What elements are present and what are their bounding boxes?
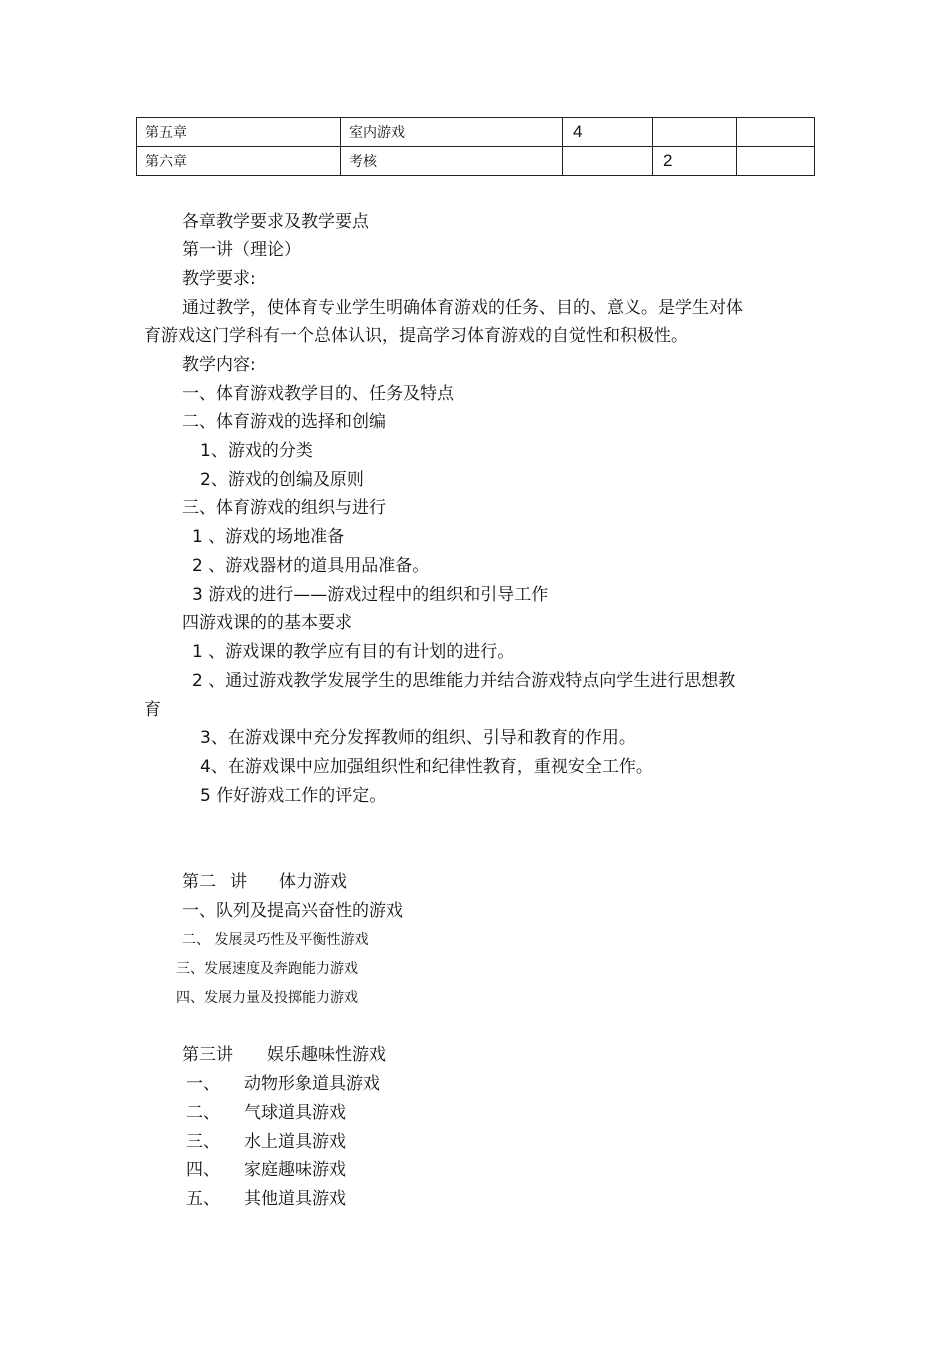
- lecture2-title-part: 讲: [230, 872, 247, 892]
- list-item: 1、游戏的分类: [200, 441, 313, 461]
- list-item: 3、在游戏课中充分发挥教师的组织、引导和教育的作用。: [200, 728, 636, 748]
- lecture3-title: [182, 1047, 386, 1064]
- requirements-text: 通过教学，使体育专业学生明确体育游戏的任务、目的、意义。是学生对体: [182, 298, 743, 318]
- chapter-cell: 第六章: [137, 147, 341, 176]
- list-item: [186, 1076, 380, 1093]
- topic-cell: 室内游戏: [341, 118, 563, 147]
- list-item: 2 、通过游戏教学发展学生的思维能力并结合游戏特点向学生进行思想教: [192, 671, 736, 691]
- requirements-text: 育游戏这门学科有一个总体认识，提高学习体育游戏的自觉性和积极性。: [144, 326, 688, 346]
- item-text: 其他道具游戏: [244, 1189, 346, 1209]
- list-item: 4、在游戏课中应加强组织性和纪律性教育，重视安全工作。: [200, 757, 653, 777]
- list-item: 三、发展速度及奔跑能力游戏: [176, 961, 358, 977]
- item-text: 动物形象道具游戏: [244, 1074, 380, 1094]
- list-item: 1 、游戏的场地准备: [192, 527, 345, 547]
- table-row: [137, 118, 815, 147]
- hours-cell: 2: [653, 147, 737, 176]
- list-item: 四游戏课的的基本要求: [182, 613, 352, 633]
- item-number: 一、: [186, 1074, 220, 1094]
- list-item: [186, 1162, 346, 1179]
- hours-table: [136, 117, 815, 176]
- lecture3-title-part: 第三讲: [182, 1045, 233, 1065]
- lecture2-title: [182, 874, 347, 891]
- item-text: 气球道具游戏: [244, 1103, 346, 1123]
- list-item: [186, 1105, 346, 1122]
- list-item: 一、体育游戏教学目的、任务及特点: [182, 384, 454, 404]
- list-item: 二、 发展灵巧性及平衡性游戏: [182, 932, 369, 948]
- list-item: 2、游戏的创编及原则: [200, 470, 364, 490]
- list-item: 育: [144, 700, 161, 720]
- list-item: 四、发展力量及投掷能力游戏: [176, 990, 358, 1006]
- hours-cell: [653, 118, 737, 147]
- content-label: 教学内容:: [182, 355, 256, 375]
- list-item: [186, 1134, 346, 1151]
- item-number: 五、: [186, 1189, 220, 1209]
- lecture1-title: 第一讲（理论）: [182, 240, 301, 260]
- topic-cell: 考核: [341, 147, 563, 176]
- table-row: [137, 147, 815, 176]
- hours-cell: 4: [563, 118, 653, 147]
- list-item: [186, 1191, 346, 1208]
- list-item: 二、体育游戏的选择和创编: [182, 412, 386, 432]
- list-item: 一、队列及提高兴奋性的游戏: [182, 901, 403, 921]
- item-number: 二、: [186, 1103, 220, 1123]
- section-heading: 各章教学要求及教学要点: [182, 212, 369, 232]
- list-item: 5 作好游戏工作的评定。: [200, 786, 387, 806]
- list-item: 2 、游戏器材的道具用品准备。: [192, 556, 430, 576]
- item-number: 四、: [186, 1160, 220, 1180]
- item-text: 家庭趣味游戏: [244, 1160, 346, 1180]
- list-item: 3 游戏的进行——游戏过程中的组织和引导工作: [192, 585, 549, 605]
- requirements-label: 教学要求:: [182, 269, 256, 289]
- list-item: 1 、游戏课的教学应有目的有计划的进行。: [192, 642, 515, 662]
- lecture2-title-part: 第二: [182, 872, 216, 892]
- lecture3-title-part: 娱乐趣味性游戏: [267, 1045, 386, 1065]
- hours-cell: [737, 118, 815, 147]
- item-number: 三、: [186, 1132, 220, 1152]
- item-text: 水上道具游戏: [244, 1132, 346, 1152]
- hours-cell: [563, 147, 653, 176]
- lecture2-title-part: 体力游戏: [279, 872, 347, 892]
- chapter-cell: 第五章: [137, 118, 341, 147]
- list-item: 三、体育游戏的组织与进行: [182, 498, 386, 518]
- hours-cell: [737, 147, 815, 176]
